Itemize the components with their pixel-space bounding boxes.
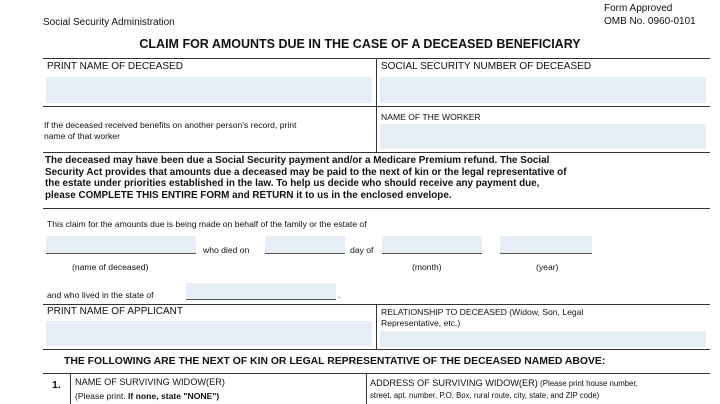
relationship-line2: Representative, etc.) <box>381 317 461 328</box>
relationship-input[interactable] <box>380 331 706 347</box>
deceased-name-label: PRINT NAME OF DECEASED <box>47 61 183 72</box>
state-period: . <box>338 290 341 300</box>
death-day-input[interactable] <box>265 236 345 253</box>
notice-line4: please COMPLETE THIS ENTIRE FORM and RETURN it to us in the enclosed envelope. <box>45 189 452 201</box>
notice-line1: The deceased may have been due a Social Security payment and/or a Medicare Premium refund. The Social <box>45 155 550 166</box>
ssn-label: SOCIAL SECURITY NUMBER OF DECEASED <box>381 61 592 72</box>
relationship-line1: RELATIONSHIP TO DECEASED (Widow, Son, Legal <box>381 307 584 317</box>
day-of-text: day of <box>350 245 374 255</box>
applicant-name-label: PRINT NAME OF APPLICANT <box>47 306 183 317</box>
other-record-line1: If the deceased received benefits on another person's record, print <box>44 120 297 130</box>
form-approved: Form Approved <box>604 3 673 14</box>
worker-name-input[interactable] <box>380 124 706 149</box>
deceased-name-input[interactable] <box>46 77 372 103</box>
next-of-kin-heading: THE FOLLOWING ARE THE NEXT OF KIN OR LEGAL REPRESENTATIVE OF THE DECEASED NAMED ABOVE: <box>64 356 606 367</box>
relationship-label <box>381 307 583 328</box>
worker-name-label: NAME OF THE WORKER <box>381 112 481 122</box>
year-caption: (year) <box>536 262 559 272</box>
notice-line2: Security Act provides that amounts due a deceased may be paid to the next of kin or the legal representative of <box>45 166 567 178</box>
item-number: 1. <box>52 379 61 391</box>
agency-name: Social Security Administration <box>43 17 175 28</box>
month-caption: (month) <box>412 262 442 272</box>
widow-address-note2: street, apt. number, P.O. Box, rural route, city, state, and ZIP code) <box>370 391 600 400</box>
ssn-input[interactable] <box>380 77 706 103</box>
widow-note-none: If none, state "NONE") <box>128 391 220 401</box>
applicant-name-input[interactable] <box>46 321 372 346</box>
widow-address-label <box>370 378 638 390</box>
widow-address-note1: (Please print house number, <box>540 379 638 388</box>
death-year-input[interactable] <box>500 236 592 253</box>
widow-name-label: NAME OF SURVIVING WIDOW(ER) <box>75 377 225 387</box>
state-input[interactable] <box>186 283 336 299</box>
name-of-deceased-caption: (name of deceased) <box>72 262 149 272</box>
notice-paragraph <box>45 155 567 201</box>
who-died-on-text: who died on <box>203 245 250 255</box>
widow-note <box>75 391 219 402</box>
other-record-note <box>44 120 296 141</box>
claim-deceased-name-input[interactable] <box>46 236 196 253</box>
death-month-input[interactable] <box>382 236 482 253</box>
omb-number: OMB No. 0960-0101 <box>604 16 696 27</box>
lived-in-state-text: and who lived in the state of <box>47 290 154 300</box>
claim-intro: This claim for the amounts due is being made on behalf of the family or the estate of <box>47 219 367 229</box>
notice-line3: the estate under priorities established in the law. To help us decide who should receive any payment due, <box>45 178 540 190</box>
form-title: CLAIM FOR AMOUNTS DUE IN THE CASE OF A DECEASED BENEFICIARY <box>139 37 581 51</box>
widow-note-prefix: (Please print. <box>75 391 126 401</box>
widow-address-title: ADDRESS OF SURVIVING WIDOW(ER) <box>370 378 538 388</box>
other-record-line2: name of that worker <box>44 130 120 141</box>
